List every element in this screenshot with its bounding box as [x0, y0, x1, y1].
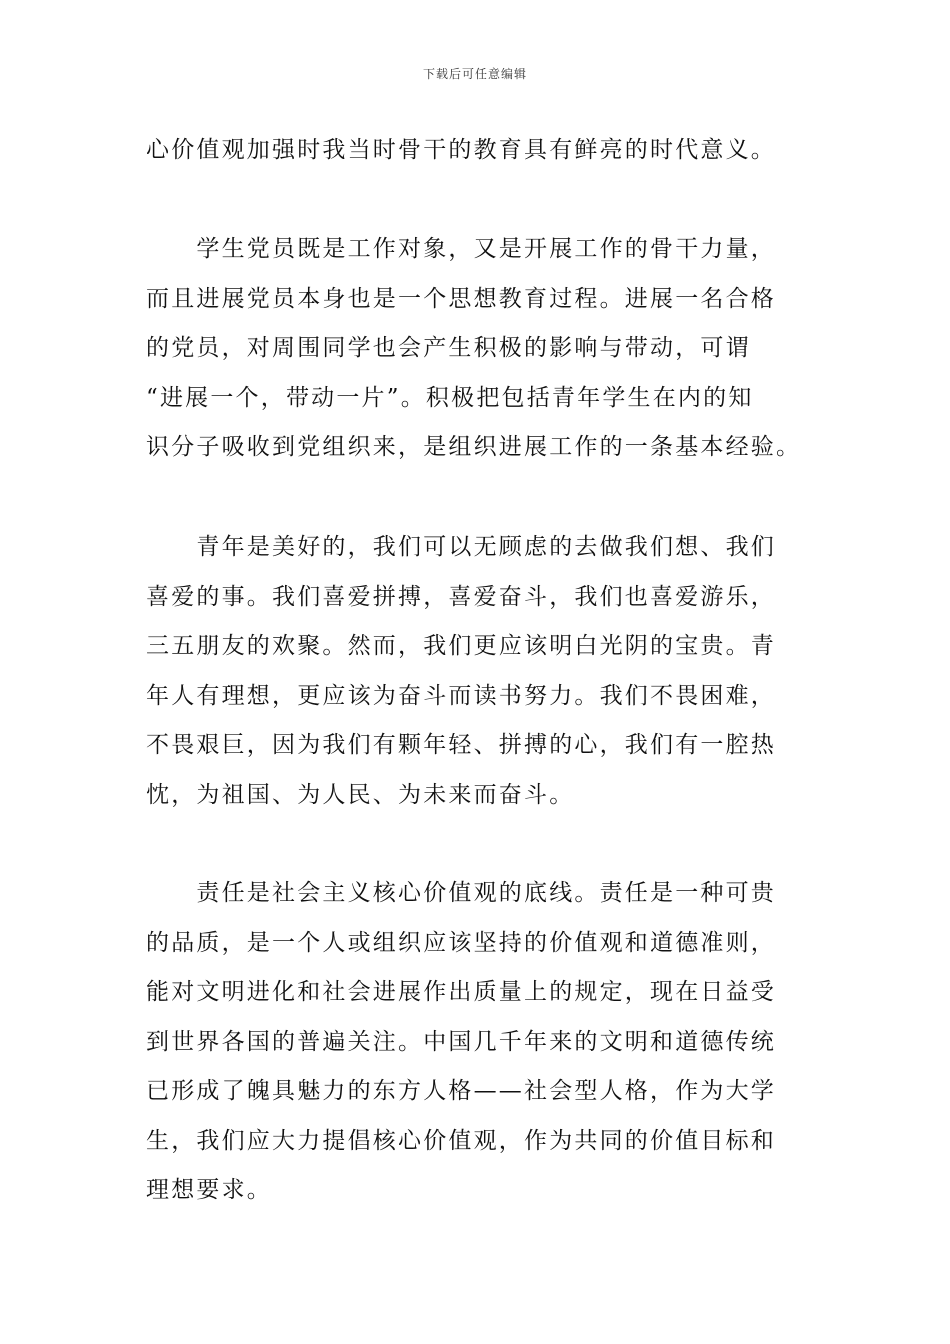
- text-line: 年人有理想，更应该为奋斗而读书努力。我们不畏困难，: [146, 682, 776, 709]
- text-line: 喜爱的事。我们喜爱拼搏，喜爱奋斗，我们也喜爱游乐，: [146, 583, 776, 610]
- text-line: 不畏艰巨，因为我们有颗年轻、拼搏的心，我们有一腔热: [146, 732, 776, 758]
- paragraph-responsibility: [146, 869, 806, 1216]
- text-line: 而且进展党员本身也是一个思想教育过程。进展一名合格: [146, 285, 776, 312]
- text-line: 的党员，对周围同学也会产生积极的影响与带动，可谓: [146, 335, 751, 361]
- text-line: 青年是美好的，我们可以无顾虑的去做我们想、我们: [146, 534, 776, 560]
- text-line: 生，我们应大力提倡核心价值观，作为共同的价值目标和: [146, 1127, 776, 1154]
- text-line: 识分子吸收到党组织来，是组织进展工作的一条基本经验。: [146, 434, 802, 460]
- paragraph-party-members: [146, 225, 806, 473]
- text-line: 理想要求。: [146, 1177, 272, 1203]
- continuation-paragraph: [146, 126, 806, 176]
- text-line: 责任是社会主义核心价值观的底线。责任是一种可贵: [146, 880, 776, 906]
- text-line: 心价值观加强时我当时骨干的教育具有鲜亮的时代意义。: [146, 137, 776, 163]
- text-line: 忱，为祖国、为人民、为未来而奋斗。: [146, 781, 575, 808]
- page-header: 下载后可任意编辑: [422, 67, 527, 81]
- text-line: 已形成了魄具魅力的东方人格——社会型人格，作为大学: [146, 1078, 776, 1104]
- paragraph-youth: [146, 523, 806, 820]
- text-line: 三五朋友的欢聚。然而，我们更应该明白光阴的宝贵。青: [146, 633, 776, 659]
- text-line: 能对文明进化和社会进展作出质量上的规定，现在日益受: [146, 979, 776, 1005]
- text-line: 的品质，是一个人或组织应该坚持的价值观和道德准则，: [146, 929, 776, 956]
- text-line: “进展一个，带动一片”。积极把包括青年学生在内的知: [146, 384, 754, 411]
- text-line: 学生党员既是工作对象，又是开展工作的骨干力量，: [146, 236, 776, 262]
- text-line: 到世界各国的普遍关注。中国几千年来的文明和道德传统: [146, 1028, 776, 1055]
